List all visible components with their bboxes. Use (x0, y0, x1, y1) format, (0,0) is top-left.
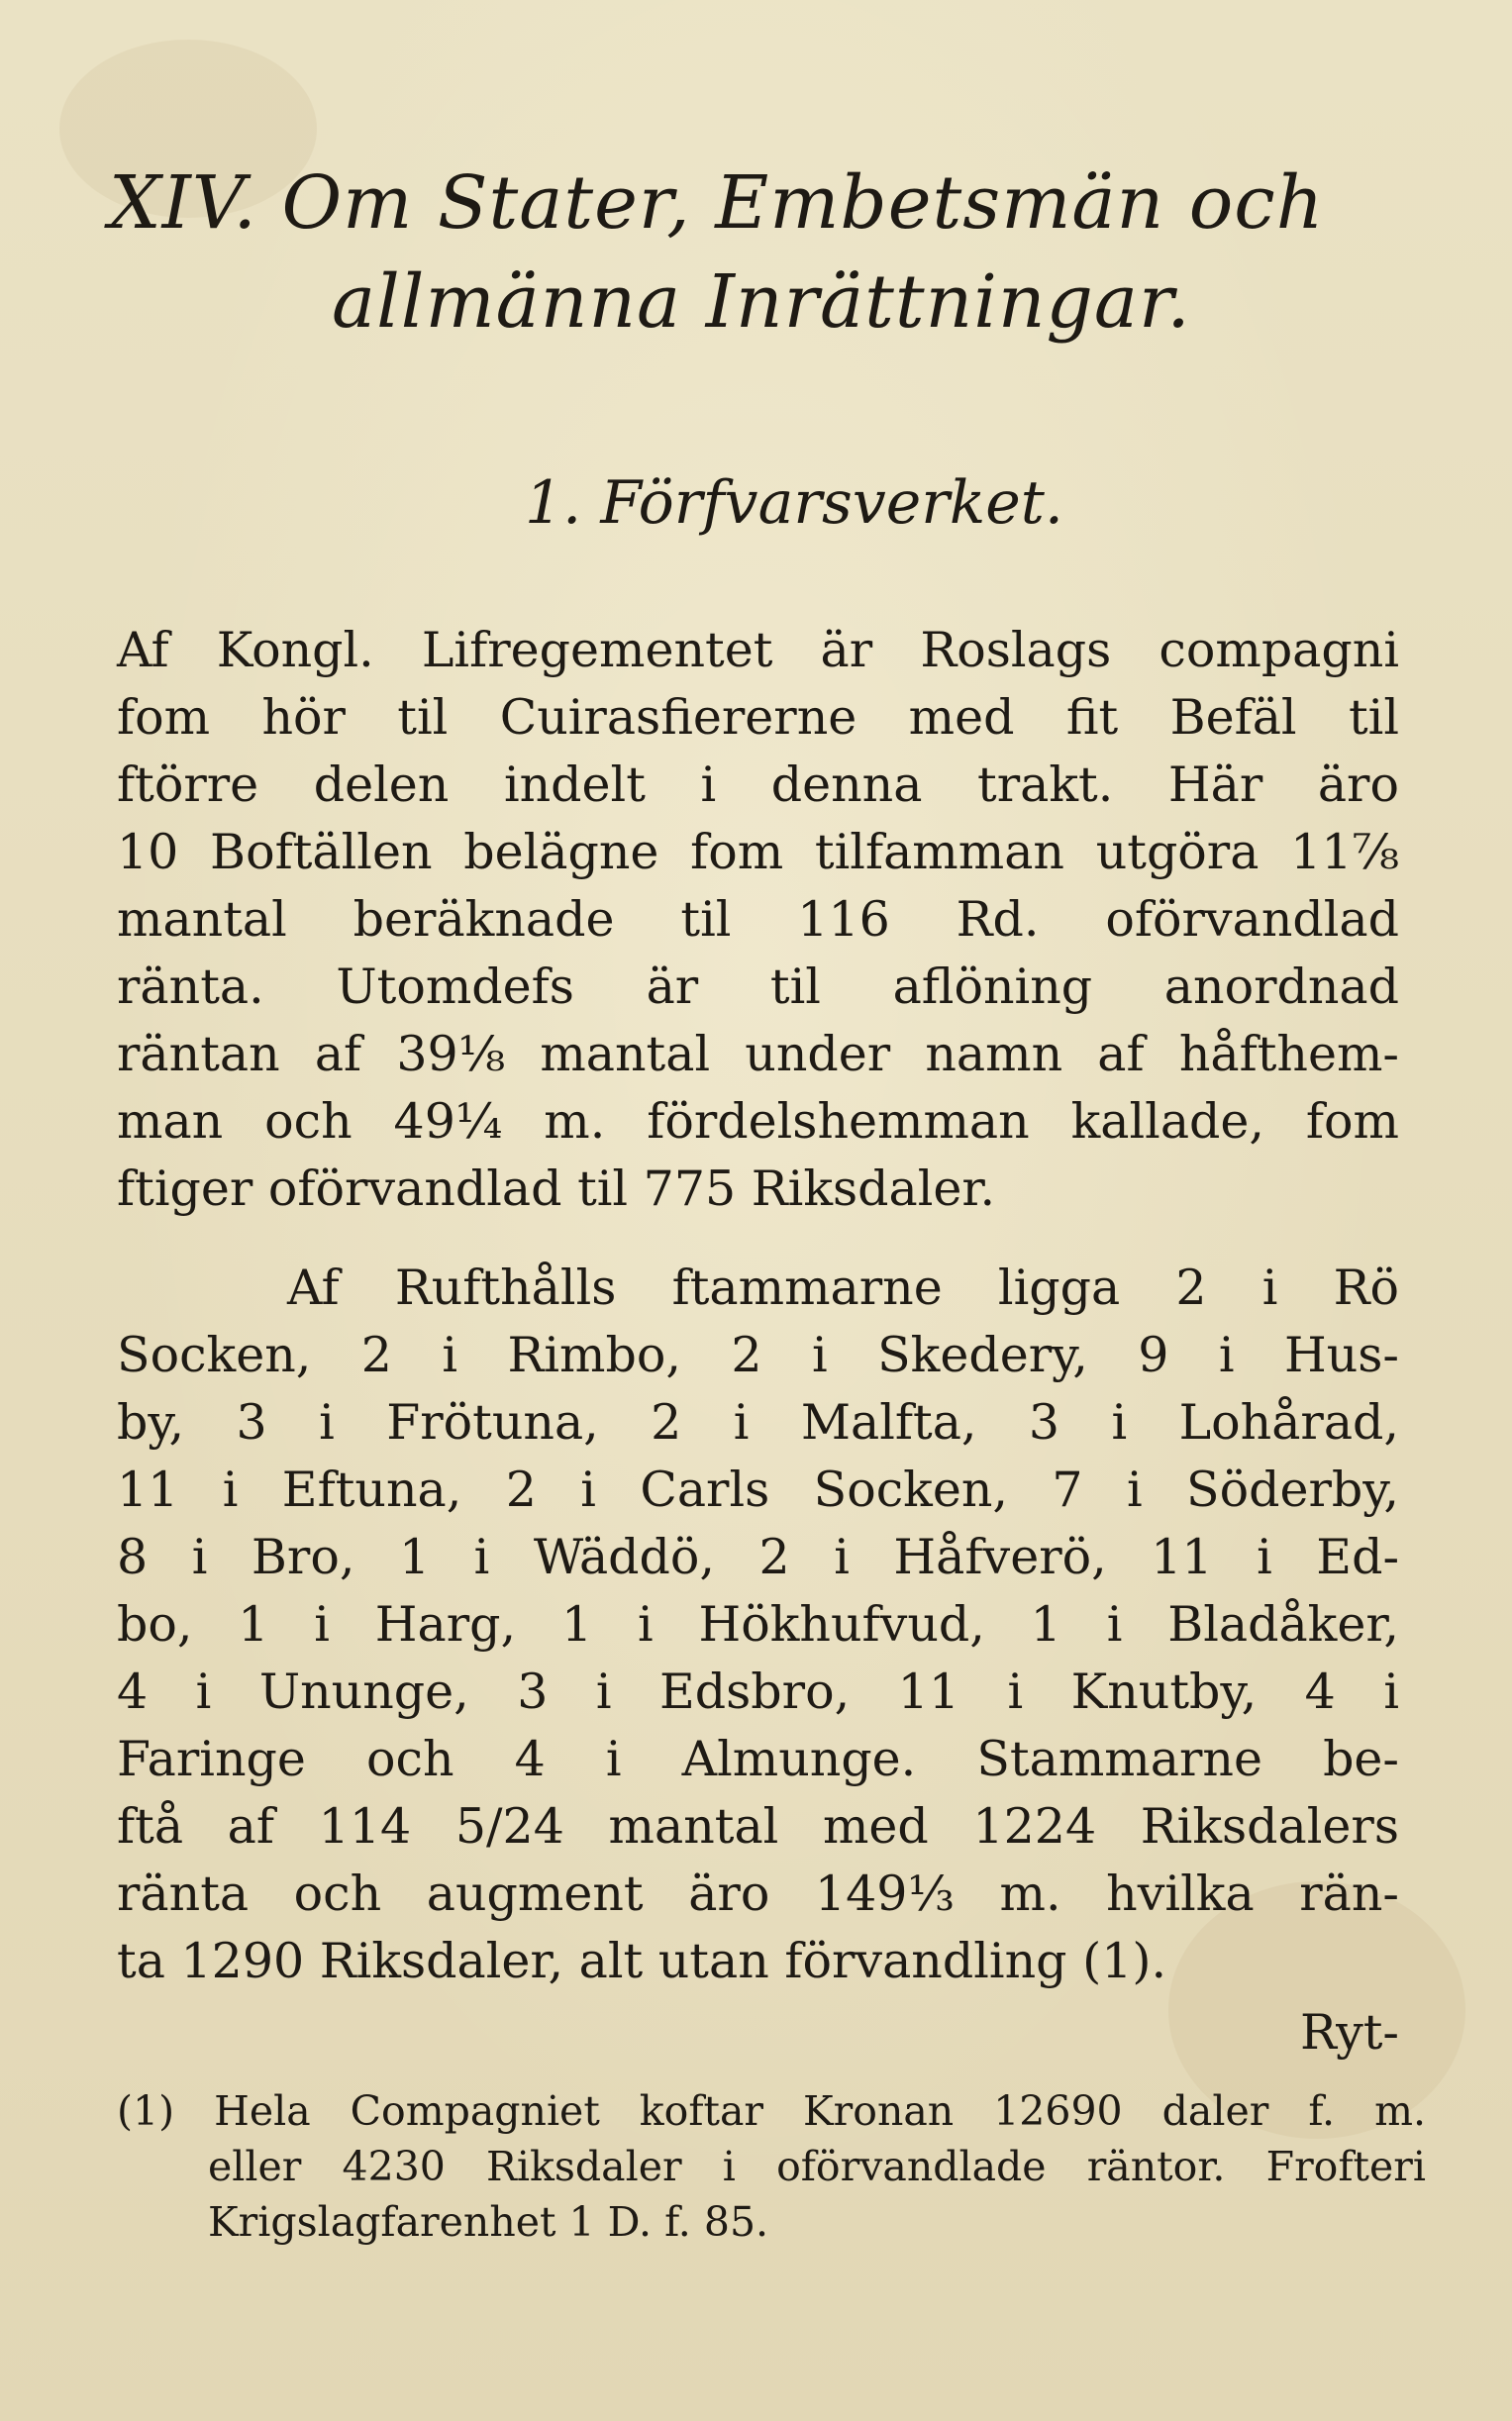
text-line: Af Rufthålls ftammarne ligga 2 i Rö (287, 1260, 1399, 1316)
text-line: by, 3 i Frötuna, 2 i Malfta, 3 i Lohårad, (117, 1394, 1399, 1451)
text-line: Socken, 2 i Rimbo, 2 i Skedery, 9 i Hus- (117, 1327, 1399, 1383)
footnote-line: eller 4230 Riksdaler i oförvandlade räntor. Frofteri (208, 2143, 1426, 2190)
footnote-line: Krigslagfarenhet 1 D. f. 85. (208, 2198, 769, 2246)
text-line: ftå af 114 5/24 mantal med 1224 Riksdalers (117, 1798, 1399, 1855)
chapter-title-line-1: XIV. Om Stater, Embetsmän och (109, 160, 1325, 246)
footnote-line: (1) Hela Compagniet koftar Kronan 12690 daler f. m. (117, 2087, 1426, 2135)
text-line: ränta. Utomdefs är til aflöning anordnad (117, 958, 1399, 1015)
text-line: ränta och augment äro 149⅓ m. hvilka rän- (117, 1866, 1399, 1922)
section-title: 1. Förfvarsverket. (525, 468, 1063, 538)
text-line: 11 i Eftuna, 2 i Carls Socken, 7 i Söderby, (117, 1462, 1399, 1518)
chapter-title-line-2: allmänna Inrättningar. (332, 259, 1191, 345)
text-line: mantal beräknade til 116 Rd. oförvandlad (117, 891, 1399, 948)
text-line: ta 1290 Riksdaler, alt utan förvandling (1). (117, 1933, 1167, 1989)
text-line: ftörre delen indelt i denna trakt. Här äro (117, 757, 1399, 813)
text-line: Af Kongl. Lifregementet är Roslags compagni (117, 622, 1399, 678)
text-line: bo, 1 i Harg, 1 i Hökhufvud, 1 i Bladåker, (117, 1596, 1399, 1653)
text-line: Faringe och 4 i Almunge. Stammarne be- (117, 1731, 1399, 1787)
text-line: ftiger oförvandlad til 775 Riksdaler. (117, 1160, 996, 1217)
text-line: fom hör til Cuirasfiererne med fit Befäl til (117, 689, 1399, 746)
text-line: 4 i Ununge, 3 i Edsbro, 11 i Knutby, 4 i (117, 1664, 1399, 1720)
text-line: räntan af 39⅛ mantal under namn af håfthem- (117, 1026, 1399, 1082)
catchword: Ryt- (1300, 2004, 1399, 2061)
text-line: 8 i Bro, 1 i Wäddö, 2 i Håfverö, 11 i Ed- (117, 1529, 1399, 1585)
text-line: 10 Boftällen belägne fom tilfamman utgöra 11⅞ (117, 824, 1399, 880)
text-line: man och 49¼ m. fördelshemman kallade, fom (117, 1093, 1399, 1150)
